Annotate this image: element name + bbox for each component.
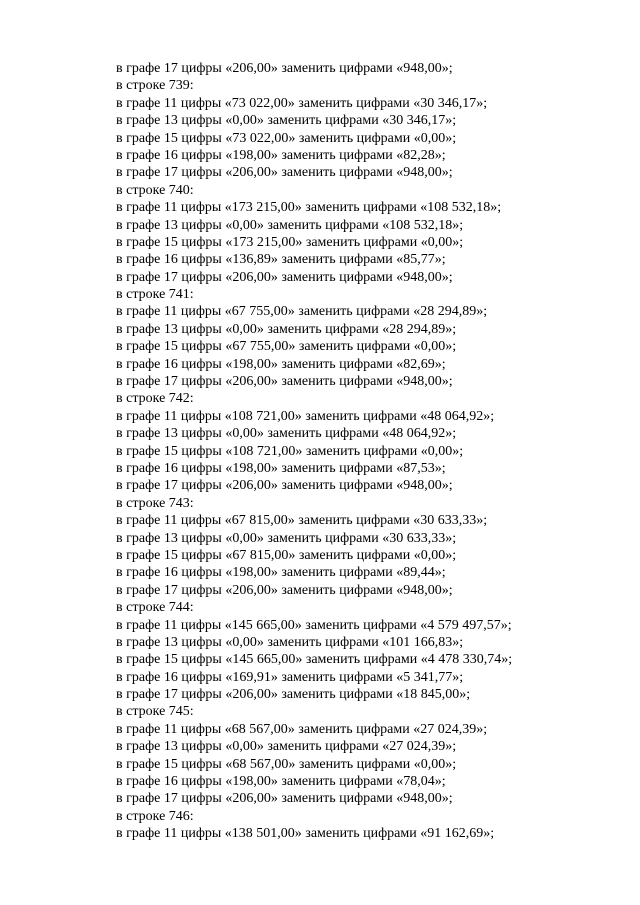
text-line: в графе 15 цифры «173 215,00» заменить цифрами «0,00»;: [116, 234, 464, 250]
row-heading: в строке 744:: [116, 600, 194, 616]
text-line: в графе 17 цифры «206,00» заменить цифрами «948,00»;: [116, 582, 453, 598]
text-line: в графе 16 цифры «198,00» заменить цифрами «82,69»;: [116, 356, 446, 372]
row-heading: в строке 746:: [116, 808, 194, 824]
text-line: в графе 15 цифры «67 755,00» заменить цифрами «0,00»;: [116, 339, 457, 355]
text-line: в графе 16 цифры «169,91» заменить цифрами «5 341,77»;: [116, 669, 464, 685]
text-line: в графе 13 цифры «0,00» заменить цифрами «30 633,33»;: [116, 530, 457, 546]
text-line: в графе 17 цифры «206,00» заменить цифрами «948,00»;: [116, 269, 453, 285]
row-heading: в строке 742:: [116, 391, 194, 407]
text-line: в графе 15 цифры «73 022,00» заменить цифрами «0,00»;: [116, 130, 457, 146]
text-line: в графе 17 цифры «206,00» заменить цифрами «948,00»;: [116, 61, 453, 76]
text-line: в графе 11 цифры «138 501,00» заменить цифрами «91 162,69»;: [116, 826, 495, 842]
text-line: в графе 13 цифры «0,00» заменить цифрами «30 346,17»;: [116, 113, 457, 129]
row-heading: в строке 739:: [116, 78, 194, 94]
text-line: в графе 13 цифры «0,00» заменить цифрами «101 166,83»;: [116, 634, 464, 650]
row-heading: в строке 741:: [116, 287, 194, 303]
text-line: в графе 13 цифры «0,00» заменить цифрами «48 064,92»;: [116, 426, 457, 442]
row-heading: в строке 745:: [116, 704, 194, 720]
text-line: в графе 11 цифры «67 815,00» заменить цифрами «30 633,33»;: [116, 513, 488, 529]
text-line: в графе 15 цифры «145 665,00» заменить цифрами «4 478 330,74»;: [116, 652, 513, 668]
text-line: в графе 11 цифры «67 755,00» заменить цифрами «28 294,89»;: [116, 304, 488, 320]
text-line: в графе 15 цифры «108 721,00» заменить цифрами «0,00»;: [116, 443, 464, 459]
text-line: в графе 15 цифры «68 567,00» заменить цифрами «0,00»;: [116, 756, 457, 772]
text-line: в графе 13 цифры «0,00» заменить цифрами «28 294,89»;: [116, 321, 457, 337]
text-line: в графе 15 цифры «67 815,00» заменить цифрами «0,00»;: [116, 547, 457, 563]
text-line: в графе 13 цифры «0,00» заменить цифрами «27 024,39»;: [116, 739, 457, 755]
text-line: в графе 11 цифры «68 567,00» заменить цифрами «27 024,39»;: [116, 721, 488, 737]
text-line: в графе 17 цифры «206,00» заменить цифрами «948,00»;: [116, 478, 453, 494]
text-line: в графе 13 цифры «0,00» заменить цифрами «108 532,18»;: [116, 217, 464, 233]
text-line: в графе 16 цифры «198,00» заменить цифрами «89,44»;: [116, 565, 446, 581]
text-line: в графе 16 цифры «198,00» заменить цифрами «82,28»;: [116, 147, 446, 163]
text-line: в графе 16 цифры «198,00» заменить цифрами «87,53»;: [116, 460, 446, 476]
text-line: в графе 17 цифры «206,00» заменить цифрами «948,00»;: [116, 374, 453, 390]
text-line: в графе 17 цифры «206,00» заменить цифрами «948,00»;: [116, 791, 453, 807]
text-line: в графе 16 цифры «136,89» заменить цифрами «85,77»;: [116, 252, 446, 268]
text-line: в графе 11 цифры «108 721,00» заменить цифрами «48 064,92»;: [116, 408, 495, 424]
text-line: в графе 11 цифры «145 665,00» заменить цифрами «4 579 497,57»;: [116, 617, 512, 633]
document-body: [116, 60, 616, 843]
text-line: в графе 16 цифры «198,00» заменить цифрами «78,04»;: [116, 774, 446, 790]
text-line: в графе 17 цифры «206,00» заменить цифрами «948,00»;: [116, 165, 453, 181]
row-heading: в строке 740:: [116, 182, 194, 198]
text-line: в графе 17 цифры «206,00» заменить цифрами «18 845,00»;: [116, 687, 471, 703]
text-line: в графе 11 цифры «173 215,00» заменить цифрами «108 532,18»;: [116, 200, 502, 216]
text-line: в графе 11 цифры «73 022,00» заменить цифрами «30 346,17»;: [116, 95, 488, 111]
row-heading: в строке 743:: [116, 495, 194, 511]
